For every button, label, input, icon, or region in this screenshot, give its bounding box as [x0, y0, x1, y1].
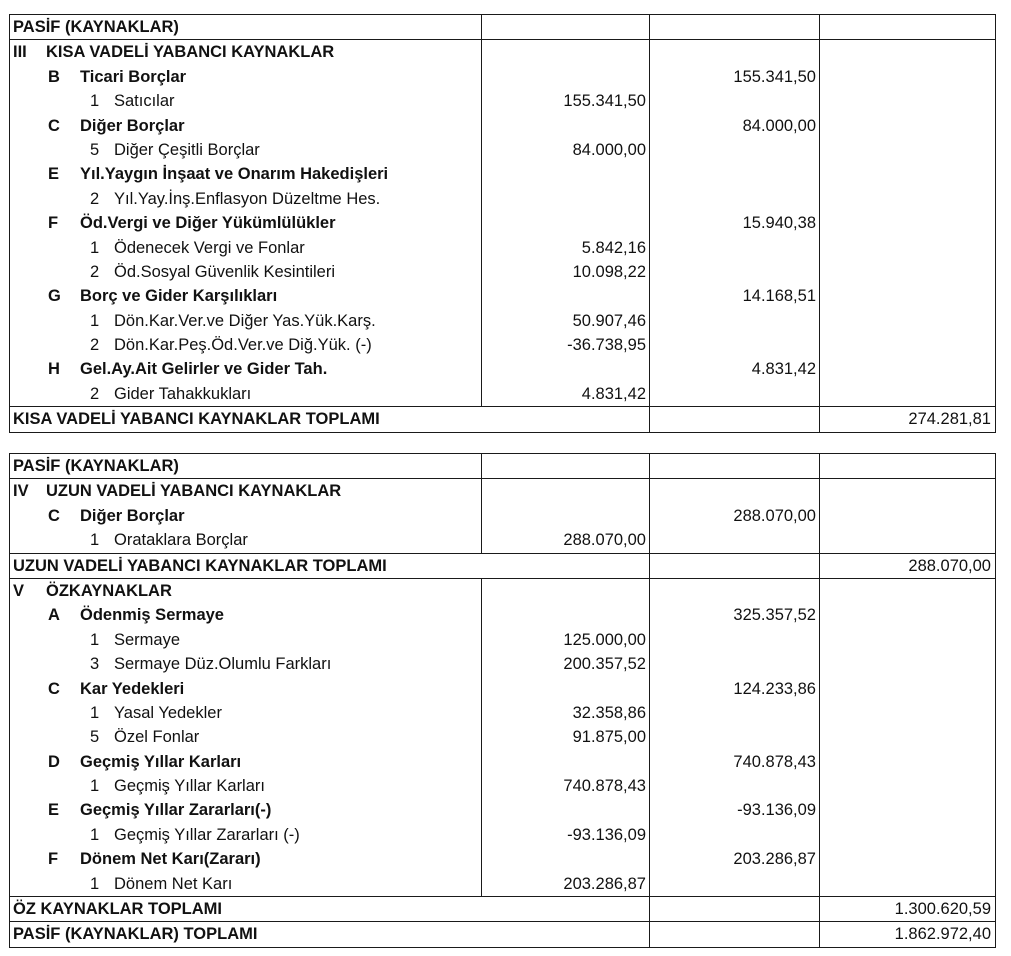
subtotal-amount-cell: 4.831,42: [649, 357, 819, 381]
subtotal-amount-cell: [649, 382, 819, 406]
group-row: [10, 750, 995, 774]
account-code: D: [48, 752, 60, 771]
detail-amount-cell: [481, 211, 649, 235]
total-amount-cell: 1.300.620,59: [819, 897, 994, 921]
item-row: [10, 236, 995, 260]
total-amount-cell: [819, 114, 994, 138]
total-amount-cell: [819, 579, 994, 603]
group-row: [10, 65, 995, 89]
detail-amount-cell: [481, 897, 649, 921]
account-name: Geçmiş Yıllar Zararları(-): [80, 801, 272, 820]
account-label-cell: [10, 187, 481, 211]
subtotal-amount-cell: [649, 40, 819, 64]
item-row: [10, 187, 995, 211]
account-code: III: [13, 43, 27, 62]
account-code: 1: [90, 630, 100, 649]
subtotal-amount-cell: 203.286,87: [649, 847, 819, 871]
total-amount-cell: [819, 603, 994, 627]
account-label-cell: [10, 750, 481, 774]
account-code: C: [48, 679, 60, 698]
account-name: Geçmiş Yıllar Karları: [80, 752, 242, 771]
account-code: 1: [90, 874, 100, 893]
total-amount-cell: [819, 89, 994, 113]
account-name: Yıl.Yaygın İnşaat ve Onarım Hakedişleri: [80, 165, 389, 184]
detail-amount-cell: [481, 284, 649, 308]
account-label-cell: [10, 382, 481, 406]
account-name: Sermaye: [114, 630, 181, 649]
account-label-cell: [10, 628, 481, 652]
account-name: Yıl.Yay.İnş.Enflasyon Düzeltme Hes.: [114, 189, 381, 208]
detail-amount-cell: [481, 922, 649, 946]
detail-amount-cell: [481, 454, 649, 478]
detail-amount-cell: 32.358,86: [481, 701, 649, 725]
account-label-cell: [10, 554, 481, 578]
detail-amount-cell: [481, 357, 649, 381]
subtotal-amount-cell: [649, 701, 819, 725]
account-code: H: [48, 360, 60, 379]
total-amount-cell: [819, 357, 994, 381]
account-label-cell: [10, 40, 481, 64]
total-row: [10, 406, 995, 431]
subtotal-amount-cell: [649, 407, 819, 431]
total-amount-cell: [819, 236, 994, 260]
roman-row: [10, 579, 995, 603]
account-label-cell: [10, 798, 481, 822]
item-row: [10, 528, 995, 552]
account-label-cell: [10, 357, 481, 381]
subtotal-amount-cell: [649, 922, 819, 946]
account-label-cell: [10, 89, 481, 113]
account-label-cell: [10, 823, 481, 847]
roman-row: [10, 479, 995, 503]
account-code: 1: [90, 703, 100, 722]
account-label-cell: [10, 236, 481, 260]
account-label-cell: [10, 284, 481, 308]
account-code: C: [48, 116, 60, 135]
account-name: KISA VADELİ YABANCI KAYNAKLAR TOPLAMI: [13, 410, 380, 429]
detail-amount-cell: [481, 65, 649, 89]
account-label-cell: [10, 897, 481, 921]
account-code: 3: [90, 655, 100, 674]
account-name: Öd.Vergi ve Diğer Yükümlülükler: [80, 214, 336, 233]
group-row: [10, 357, 995, 381]
item-row: [10, 309, 995, 333]
account-name: Ödenecek Vergi ve Fonlar: [114, 238, 305, 257]
subtotal-amount-cell: -93.136,09: [649, 798, 819, 822]
item-row: [10, 725, 995, 749]
account-name: PASİF (KAYNAKLAR): [13, 457, 179, 475]
account-name: ÖZ KAYNAKLAR TOPLAMI: [13, 900, 223, 919]
account-code: 5: [90, 728, 100, 747]
total-amount-cell: [819, 333, 994, 357]
group-row: [10, 847, 995, 871]
account-name: Ödenmiş Sermaye: [80, 606, 224, 625]
item-row: [10, 701, 995, 725]
total-amount-cell: [819, 774, 994, 798]
total-amount-cell: [819, 528, 994, 552]
detail-amount-cell: [481, 798, 649, 822]
account-name: Diğer Borçlar: [80, 116, 185, 135]
roman-row: [10, 40, 995, 64]
account-code: 1: [90, 777, 100, 796]
account-label-cell: [10, 309, 481, 333]
detail-amount-cell: -93.136,09: [481, 823, 649, 847]
subtotal-amount-cell: 155.341,50: [649, 65, 819, 89]
total-amount-cell: [819, 847, 994, 871]
account-label-cell: [10, 504, 481, 528]
total-row: [10, 896, 995, 922]
detail-amount-cell: 203.286,87: [481, 872, 649, 896]
account-name: Geçmiş Yıllar Karları: [114, 777, 265, 796]
total-amount-cell: 1.862.972,40: [819, 922, 994, 946]
subtotal-amount-cell: 15.940,38: [649, 211, 819, 235]
account-label-cell: [10, 774, 481, 798]
account-name: Özel Fonlar: [114, 728, 200, 747]
detail-amount-cell: [481, 677, 649, 701]
item-row: [10, 89, 995, 113]
account-name: Öd.Sosyal Güvenlik Kesintileri: [114, 262, 336, 281]
account-label-cell: [10, 603, 481, 627]
total-amount-cell: [819, 725, 994, 749]
group-row: [10, 114, 995, 138]
detail-amount-cell: [481, 504, 649, 528]
total-amount-cell: [819, 504, 994, 528]
subtotal-amount-cell: [649, 89, 819, 113]
account-code: E: [48, 801, 60, 820]
account-code: IV: [13, 482, 29, 501]
account-name: Dönem Net Karı: [114, 874, 233, 893]
item-row: [10, 652, 995, 676]
subtotal-amount-cell: [649, 454, 819, 478]
subtotal-amount-cell: [649, 138, 819, 162]
total-row: [10, 922, 995, 946]
account-label-cell: [10, 677, 481, 701]
account-label-cell: [10, 260, 481, 284]
account-code: V: [13, 581, 25, 600]
subtotal-amount-cell: [649, 579, 819, 603]
total-amount-cell: [819, 677, 994, 701]
total-amount-cell: 274.281,81: [819, 407, 994, 431]
item-row: [10, 333, 995, 357]
subtotal-amount-cell: 14.168,51: [649, 284, 819, 308]
detail-amount-cell: 740.878,43: [481, 774, 649, 798]
subtotal-amount-cell: [649, 333, 819, 357]
total-amount-cell: [819, 162, 994, 186]
account-code: 2: [90, 262, 100, 281]
account-name: UZUN VADELİ YABANCI KAYNAKLAR: [46, 482, 342, 501]
detail-amount-cell: [481, 407, 649, 431]
subtotal-amount-cell: [649, 652, 819, 676]
header-row: [10, 454, 995, 479]
group-row: [10, 798, 995, 822]
detail-amount-cell: [481, 15, 649, 39]
subtotal-amount-cell: 124.233,86: [649, 677, 819, 701]
group-row: [10, 211, 995, 235]
total-amount-cell: [819, 872, 994, 896]
total-amount-cell: [819, 382, 994, 406]
total-amount-cell: [819, 798, 994, 822]
account-name: Borç ve Gider Karşılıkları: [80, 287, 278, 306]
account-name: Dönem Net Karı(Zararı): [80, 850, 261, 869]
account-name: Gider Tahakkukları: [114, 384, 252, 403]
short-term-liabilities-table: [9, 14, 996, 433]
account-label-cell: [10, 701, 481, 725]
total-amount-cell: [819, 701, 994, 725]
account-name: PASİF (KAYNAKLAR) TOPLAMI: [13, 925, 258, 944]
detail-amount-cell: 4.831,42: [481, 382, 649, 406]
account-name: Orataklara Borçlar: [114, 531, 248, 550]
account-name: Sermaye Düz.Olumlu Farkları: [114, 655, 332, 674]
total-amount-cell: [819, 211, 994, 235]
detail-amount-cell: 288.070,00: [481, 528, 649, 552]
total-amount-cell: 288.070,00: [819, 554, 994, 578]
total-amount-cell: [819, 15, 994, 39]
account-name: Dön.Kar.Peş.Öd.Ver.ve Diğ.Yük. (-): [114, 336, 372, 355]
account-label-cell: [10, 211, 481, 235]
account-name: ÖZKAYNAKLAR: [46, 581, 172, 600]
subtotal-amount-cell: [649, 479, 819, 503]
account-code: 1: [90, 238, 100, 257]
account-code: 2: [90, 336, 100, 355]
detail-amount-cell: -36.738,95: [481, 333, 649, 357]
total-amount-cell: [819, 652, 994, 676]
subtotal-amount-cell: [649, 236, 819, 260]
account-code: 5: [90, 140, 100, 159]
account-label-cell: [10, 922, 481, 946]
total-amount-cell: [819, 750, 994, 774]
detail-amount-cell: 84.000,00: [481, 138, 649, 162]
total-amount-cell: [819, 823, 994, 847]
account-code: 1: [90, 531, 100, 550]
detail-amount-cell: 10.098,22: [481, 260, 649, 284]
account-name: Gel.Ay.Ait Gelirler ve Gider Tah.: [80, 360, 328, 379]
total-row: [10, 553, 995, 579]
subtotal-amount-cell: [649, 187, 819, 211]
account-code: G: [48, 287, 61, 306]
account-code: 2: [90, 384, 100, 403]
account-code: F: [48, 214, 59, 233]
subtotal-amount-cell: [649, 897, 819, 921]
item-row: [10, 260, 995, 284]
account-label-cell: [10, 138, 481, 162]
item-row: [10, 628, 995, 652]
account-code: 1: [90, 825, 100, 844]
subtotal-amount-cell: [649, 15, 819, 39]
account-label-cell: [10, 407, 481, 431]
subtotal-amount-cell: [649, 774, 819, 798]
total-amount-cell: [819, 628, 994, 652]
account-name: KISA VADELİ YABANCI KAYNAKLAR: [46, 43, 335, 62]
account-label-cell: [10, 579, 481, 603]
detail-amount-cell: [481, 479, 649, 503]
account-code: F: [48, 850, 59, 869]
account-name: Diğer Borçlar: [80, 506, 185, 525]
account-label-cell: [10, 872, 481, 896]
detail-amount-cell: 5.842,16: [481, 236, 649, 260]
subtotal-amount-cell: [649, 260, 819, 284]
detail-amount-cell: [481, 847, 649, 871]
group-row: [10, 603, 995, 627]
subtotal-amount-cell: 84.000,00: [649, 114, 819, 138]
long-term-liabilities-equity-table: [9, 453, 996, 948]
subtotal-amount-cell: [649, 528, 819, 552]
detail-amount-cell: [481, 162, 649, 186]
account-label-cell: [10, 528, 481, 552]
account-name: Geçmiş Yıllar Zararları (-): [114, 825, 300, 844]
detail-amount-cell: 91.875,00: [481, 725, 649, 749]
account-label-cell: [10, 847, 481, 871]
total-amount-cell: [819, 309, 994, 333]
account-code: 1: [90, 92, 100, 111]
detail-amount-cell: [481, 187, 649, 211]
item-row: [10, 872, 995, 896]
detail-amount-cell: 155.341,50: [481, 89, 649, 113]
subtotal-amount-cell: [649, 823, 819, 847]
account-code: 2: [90, 189, 100, 208]
group-row: [10, 162, 995, 186]
group-row: [10, 284, 995, 308]
account-code: C: [48, 506, 60, 525]
account-code: 1: [90, 311, 100, 330]
subtotal-amount-cell: 325.357,52: [649, 603, 819, 627]
account-name: Yasal Yedekler: [114, 703, 222, 722]
account-name: Diğer Çeşitli Borçlar: [114, 140, 260, 159]
detail-amount-cell: 50.907,46: [481, 309, 649, 333]
account-code: B: [48, 67, 60, 86]
detail-amount-cell: [481, 579, 649, 603]
detail-amount-cell: [481, 554, 649, 578]
total-amount-cell: [819, 40, 994, 64]
header-row: [10, 15, 995, 40]
total-amount-cell: [819, 187, 994, 211]
account-label-cell: [10, 65, 481, 89]
account-label-cell: [10, 333, 481, 357]
detail-amount-cell: 200.357,52: [481, 652, 649, 676]
account-label-cell: [10, 454, 481, 478]
total-amount-cell: [819, 479, 994, 503]
subtotal-amount-cell: 288.070,00: [649, 504, 819, 528]
subtotal-amount-cell: 740.878,43: [649, 750, 819, 774]
account-name: UZUN VADELİ YABANCI KAYNAKLAR TOPLAMI: [13, 556, 387, 575]
account-label-cell: [10, 479, 481, 503]
total-amount-cell: [819, 454, 994, 478]
account-code: E: [48, 165, 60, 184]
subtotal-amount-cell: [649, 872, 819, 896]
account-label-cell: [10, 114, 481, 138]
account-label-cell: [10, 725, 481, 749]
item-row: [10, 823, 995, 847]
account-code: A: [48, 606, 60, 625]
subtotal-amount-cell: [649, 554, 819, 578]
account-name: Satıcılar: [114, 92, 175, 111]
detail-amount-cell: [481, 603, 649, 627]
group-row: [10, 677, 995, 701]
detail-amount-cell: 125.000,00: [481, 628, 649, 652]
total-amount-cell: [819, 138, 994, 162]
detail-amount-cell: [481, 750, 649, 774]
subtotal-amount-cell: [649, 309, 819, 333]
account-name: PASİF (KAYNAKLAR): [13, 18, 179, 36]
account-label-cell: [10, 162, 481, 186]
account-label-cell: [10, 15, 481, 39]
total-amount-cell: [819, 284, 994, 308]
group-row: [10, 504, 995, 528]
item-row: [10, 382, 995, 406]
account-name: Ticari Borçlar: [80, 67, 187, 86]
detail-amount-cell: [481, 40, 649, 64]
total-amount-cell: [819, 260, 994, 284]
account-name: Dön.Kar.Ver.ve Diğer Yas.Yük.Karş.: [114, 311, 376, 330]
subtotal-amount-cell: [649, 628, 819, 652]
subtotal-amount-cell: [649, 725, 819, 749]
account-name: Kar Yedekleri: [80, 679, 185, 698]
detail-amount-cell: [481, 114, 649, 138]
item-row: [10, 138, 995, 162]
item-row: [10, 774, 995, 798]
total-amount-cell: [819, 65, 994, 89]
subtotal-amount-cell: [649, 162, 819, 186]
account-label-cell: [10, 652, 481, 676]
